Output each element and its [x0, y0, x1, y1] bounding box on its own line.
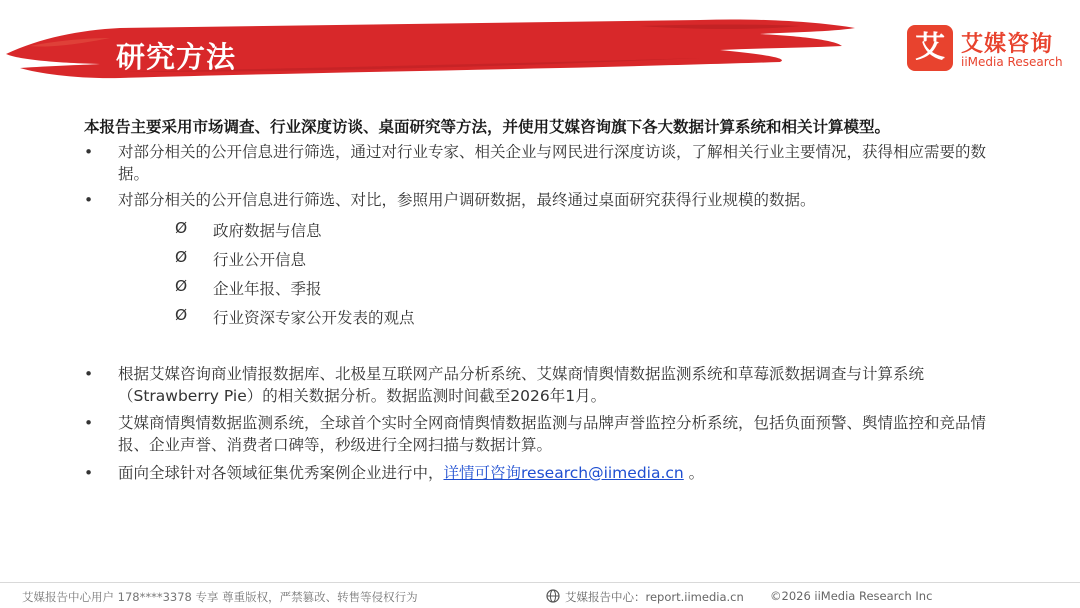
sub-list-item-text: 行业资深专家公开发表的观点 [213, 309, 415, 327]
list-item-text: 根据艾媒咨询商业情报数据库、北极星互联网产品分析系统、艾媒商情舆情数据监测系统和草莓派数据调查与计算系统（Strawberry Pie）的相关数据分析。数据监测时间截至2026年1月。 [118, 365, 925, 405]
brand-logo [907, 25, 1072, 73]
footer-copyright: ©2026 iiMedia Research Inc [770, 589, 933, 603]
arrow-marker-icon: Ø [175, 306, 188, 324]
logo-mark: 艾 [907, 25, 953, 71]
footer-copyright-notice: 艾媒报告中心用户 178****3378 专享 尊重版权，严禁篡改、转售等侵权行为 [22, 590, 418, 604]
list-item [84, 189, 1044, 211]
contact-email-link[interactable]: 详情可咨询research@iimedia.cn [443, 464, 684, 482]
sub-list-item-text: 行业公开信息 [213, 251, 307, 269]
footer-report-center: 艾媒报告中心：report.iimedia.cn [565, 590, 744, 604]
bullet-icon: • [84, 365, 94, 383]
list-item [84, 363, 1044, 409]
sub-list-item-text: 企业年报、季报 [213, 280, 322, 298]
list-item-text: 艾媒商情舆情数据监测系统，全球首个实时全网商情舆情数据监测与品牌声誉监控分析系统，包括负面预警、舆情监控和竞品情报、企业声誉、消费者口碑等，秒级进行全网扫描与数据计算。 [118, 414, 987, 454]
page-title: 研究方法 [116, 40, 237, 74]
list-item [84, 141, 1044, 187]
lead-statement: 本报告主要采用市场调查、行业深度访谈、桌面研究等方法，并使用艾媒咨询旗下各大数据计算系统和相关计算模型。 [84, 118, 891, 136]
list-item-prefix: 面向全球针对各领域征集优秀案例企业进行中， [118, 464, 444, 482]
bullet-icon: • [84, 464, 94, 482]
list-item-text: 对部分相关的公开信息进行筛选、对比，参照用户调研数据，最终通过桌面研究获得行业规模的数据。 [118, 191, 816, 209]
globe-icon [546, 589, 560, 603]
logo-name-cn: 艾媒咨询 [961, 32, 1054, 57]
header-banner [0, 8, 860, 86]
footer-divider [0, 582, 1080, 583]
arrow-marker-icon: Ø [175, 219, 188, 237]
list-item [84, 462, 1044, 484]
list-item-text [118, 462, 1008, 484]
list-item-suffix: 。 [683, 464, 705, 482]
logo-name-en: iiMedia Research [961, 55, 1063, 69]
arrow-marker-icon: Ø [175, 248, 188, 266]
sub-list-item-text: 政府数据与信息 [213, 222, 322, 240]
arrow-marker-icon: Ø [175, 277, 188, 295]
bullet-icon: • [84, 143, 94, 161]
bullet-icon: • [84, 414, 94, 432]
list-item [84, 412, 1044, 458]
list-item-text: 对部分相关的公开信息进行筛选，通过对行业专家、相关企业与网民进行深度访谈，了解相关行业主要情况，获得相应需要的数据。 [118, 143, 987, 183]
bullet-icon: • [84, 191, 94, 209]
